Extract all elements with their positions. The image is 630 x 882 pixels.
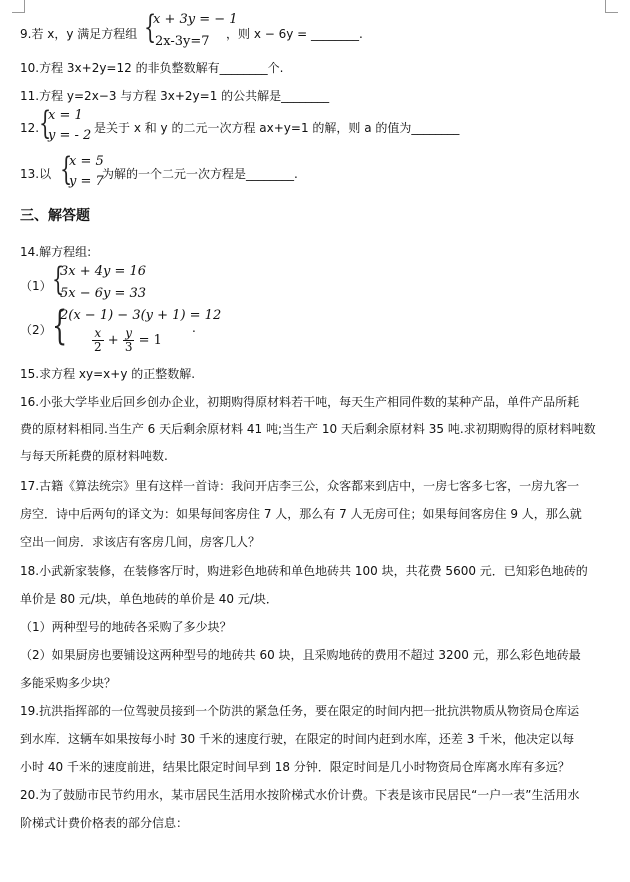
q14-part2-label: （2） [20, 323, 52, 337]
section-title: 三、解答题 [20, 208, 90, 224]
q19-line-1: 19.抗洪指挥部的一位驾驶员接到一个防洪的紧急任务，要在限定的时间内把一批抗洪物质从物资局仓库运 [20, 704, 580, 718]
question-11: 11.方程 y=2x−3 与方程 3x+2y=1 的公共解是________ [20, 89, 330, 103]
page-corner-mark-left [12, 0, 25, 13]
q14-stem: 14.解方程组: [20, 245, 92, 259]
q18-line-1: 18.小武新家装修，在装修客厅时，购进彩色地砖和单色地砖共 100 块，共花费 5600 元．已知彩色地砖的 [20, 564, 588, 578]
q9-eq2: 2x-3y=7 [155, 34, 210, 49]
page-corner-mark-right [605, 0, 618, 13]
q14-part1-eq1: 3x + 4y = 16 [60, 264, 147, 279]
q19-line-3: 小时 40 千米的速度前进，结果比限定时间早到 18 分钟．限定时间是几小时物资局仓库离水库有多远？ [20, 760, 570, 774]
q19-line-2: 到水库．这辆车如果按每小时 30 千米的速度行驶，在限定的时间内赶到水库，还差 3 千米，他决定以每 [20, 732, 575, 746]
question-10: 10.方程 3x+2y=12 的非负整数解有________个. [20, 61, 284, 75]
q17-line-3: 空出一间房．求该店有客房几间，房客几人？ [20, 535, 261, 549]
q17-line-1: 17.古籍《算法统宗》里有这样一首诗：我问开店李三公，众客都来到店中，一房七客多七客，一房九客一 [20, 479, 580, 493]
q12-eq1: x = 1 [48, 108, 83, 123]
question-15: 15.求方程 xy=x+y 的正整数解. [20, 367, 196, 381]
q13-eq1: x = 5 [69, 154, 104, 169]
q12-prefix: 12. [20, 121, 40, 135]
q18-line-2: 单价是 80 元/块，单色地砖的单价是 40 元/块． [20, 592, 278, 606]
q9-eq1: x + 3y = − 1 [153, 12, 238, 27]
q9-brace: { [144, 8, 157, 46]
q13-prefix: 13.以 [20, 167, 52, 181]
q14-frac-y-over-3: $\frac{y}{3}$ [124, 326, 133, 354]
q14-part2-brace: { [52, 303, 68, 349]
q16-line-3: 与每天所耗费的原材料吨数. [20, 449, 168, 463]
q13-suffix: 为解的一个二元一次方程是________. [102, 167, 298, 181]
q14-part1-label: （1） [20, 279, 52, 293]
q12-brace: { [39, 104, 52, 142]
q14-part2-eq2: $\frac{x}{2}$ + $\frac{y}{3}$ = 1 [94, 326, 162, 354]
q14-part2-end: . [192, 321, 196, 335]
q20-line-2: 阶梯式计费价格表的部分信息： [20, 816, 189, 830]
q9-prefix: 9.若 x，y 满足方程组 [20, 27, 138, 41]
q20-line-1: 20.为了鼓励市民节约用水，某市居民生活用水按阶梯式水价计费。下表是该市民居民“一户一表”生活用水 [20, 788, 580, 802]
q13-eq2: y = 7 [69, 174, 104, 189]
q14-frac-x-over-2: $\frac{x}{2}$ [94, 326, 102, 354]
q18-line-4: （2）如果厨房也要铺设这两种型号的地砖共 60 块，且采购地砖的费用不超过 3200 元，那么彩色地砖最 [20, 648, 581, 662]
q16-line-2: 费的原材料相同.当生产 6 天后剩余原材料 41 吨;当生产 10 天后剩余原材料 35 吨.求初期购得的原材料吨数 [20, 422, 596, 436]
q18-line-5: 多能采购多少块？ [20, 676, 117, 690]
q12-suffix: 是关于 x 和 y 的二元一次方程 ax+y=1 的解，则 a 的值为________ [94, 121, 460, 135]
q18-line-3: （1）两种型号的地砖各采购了多少块？ [20, 620, 232, 634]
q17-line-2: 房空．诗中后两句的译文为：如果每间客房住 7 人，那么有 7 人无房可住；如果每间客房住 9 人，那么就 [20, 507, 582, 521]
q16-line-1: 16.小张大学毕业后回乡创办企业，初期购得原材料若干吨，每天生产相同件数的某种产品，单件产品所耗 [20, 395, 580, 409]
q13-brace: { [60, 150, 73, 188]
q14-part1-brace: { [52, 260, 65, 298]
q14-part1-eq2: 5x − 6y = 33 [60, 286, 147, 301]
q12-eq2: y = - 2 [48, 128, 92, 143]
q14-part2-eq1: 2(x − 1) − 3(y + 1) = 12 [60, 308, 222, 323]
q9-suffix: ，则 x − 6y = ________. [226, 27, 363, 41]
